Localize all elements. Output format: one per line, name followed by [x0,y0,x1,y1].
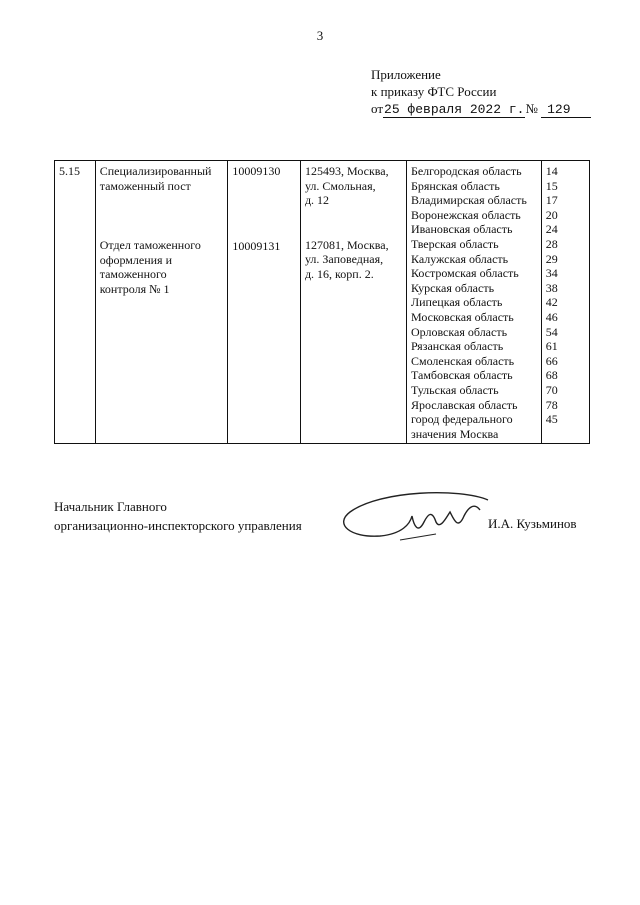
post-name-line: таможенного [99,267,167,282]
region-name: Курская область [410,280,495,295]
address-line: д. 16, корп. 2. [304,266,374,281]
post-name-cell [95,161,228,444]
appendix-title: Приложение [371,67,441,82]
appendix-header [371,66,591,118]
post-name-line: таможенный пост [99,178,191,193]
post-name-line: Специализированный [99,164,212,178]
region-code: 68 [545,368,558,383]
row-number: 5.15 [59,164,80,178]
post-name-line: контроля № 1 [99,281,170,296]
region-name: Тамбовская область [410,368,513,383]
region-name: Липецкая область [410,295,503,310]
handwritten-signature [340,460,490,555]
region-name: Ивановская область [410,222,513,237]
region-code: 20 [545,207,558,222]
post-code: 10009130 [232,164,281,178]
region-name: Брянская область [410,178,500,193]
region-name: Орловская область [410,324,508,339]
region-names-cell [406,161,541,444]
region-code: 70 [545,382,558,397]
region-name: Ярославская область [410,397,518,412]
region-name: Тверская область [410,236,499,251]
row-number-cell [55,161,96,444]
number-prefix: № [525,101,538,116]
region-code: 46 [545,309,558,324]
region-code: 61 [545,339,558,354]
address-line: д. 12 [304,193,330,208]
region-code: 42 [545,295,558,310]
customs-posts-table [54,160,590,444]
region-name: Воронежская область [410,207,521,222]
order-number: 129 [541,103,591,118]
region-name: Калужская область [410,251,509,266]
post-code-cell [228,161,301,444]
address-line: 125493, Москва, [304,164,389,178]
region-name: Костромская область [410,266,519,281]
region-code: 78 [545,397,558,412]
region-name-line: город федерального [410,412,513,427]
region-code: 24 [545,222,558,237]
region-code: 15 [545,178,558,193]
appendix-order-ref: к приказу ФТС России [371,84,497,99]
page-number: 3 [316,28,324,43]
region-name-line: значения Москва [410,426,499,441]
region-code: 17 [545,193,558,208]
region-code: 34 [545,266,558,281]
post-code: 10009131 [232,238,281,253]
region-code: 29 [545,251,558,266]
region-name: Белгородская область [410,164,522,178]
signer-name: И.А. Кузьминов [488,516,577,531]
region-name: Рязанская область [410,339,504,354]
date-prefix: от [371,101,384,116]
region-name: Смоленская область [410,353,515,368]
region-codes-cell [541,161,589,444]
region-name: Московская область [410,309,514,324]
signature-block [54,497,302,535]
address-line: 127081, Москва, [304,237,389,252]
table-row [55,161,590,444]
signer-position-line: организационно-инспекторского управления [54,518,302,533]
region-code: 28 [545,236,558,251]
region-code: 14 [545,164,558,178]
post-name-line: оформления и [99,252,172,267]
region-code: 54 [545,324,558,339]
region-name: Тульская область [410,382,499,397]
region-code: 38 [545,280,558,295]
post-name-line: Отдел таможенного [99,238,201,253]
region-code: 45 [545,412,558,427]
address-line: ул. Смольная, [304,178,376,193]
order-date: 25 февраля 2022 г. [384,102,525,117]
region-code: 66 [545,353,558,368]
signer-position-line: Начальник Главного [54,499,167,514]
appendix-date-line [371,100,591,118]
address-line: ул. Заповедная, [304,252,384,267]
address-cell [300,161,406,444]
region-name: Владимирская область [410,193,527,208]
